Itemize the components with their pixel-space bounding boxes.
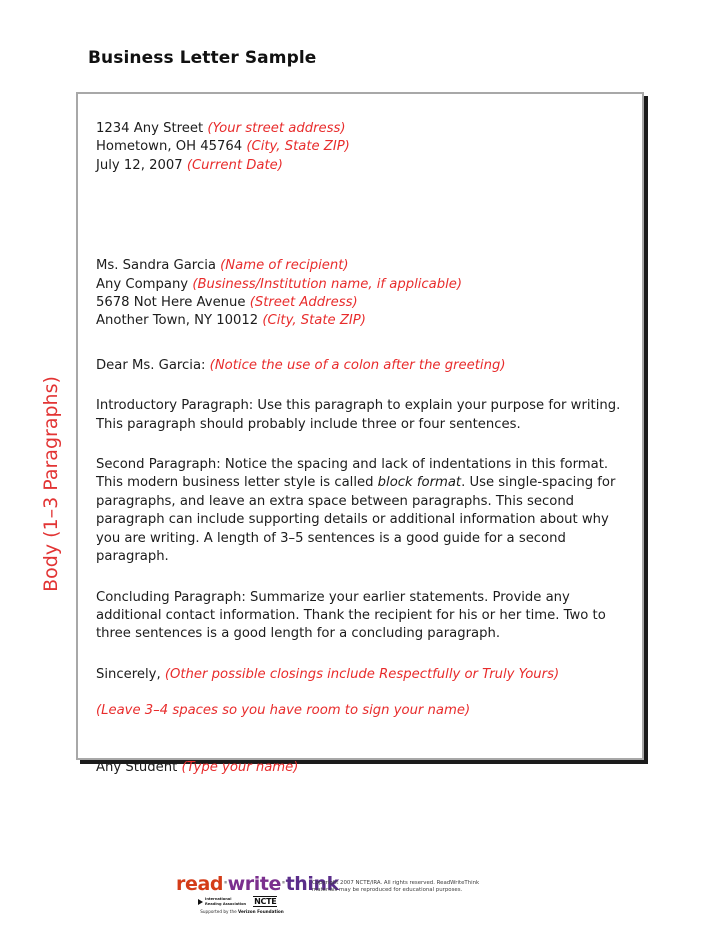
sender-street: 1234 Any Street	[96, 121, 208, 136]
second-paragraph-part-b: . Use single-spacing for paragraphs, and leave an extra space between paragraphs. This second paragraph can include supporting details or additional information about why you are writing. A length of 3–5 sentences is a good guide for a second paragraph.	[96, 475, 616, 565]
introductory-paragraph: Introductory Paragraph: Use this paragraph to explain your purpose for writing. This paragraph should probably include three or four sentences.	[96, 398, 621, 432]
sender-line	[96, 157, 628, 175]
closing-line	[96, 666, 628, 684]
recipient-name: Ms. Sandra Garcia	[96, 258, 221, 274]
concluding-paragraph: Concluding Paragraph: Summarize your earlier statements. Provide any additional contact information. Thank the recipient for his or her time. Two to three sentences is a good length for a concluding paragraph.	[96, 589, 606, 642]
logo-wordmark	[176, 873, 339, 895]
logo-word-read: read	[176, 873, 224, 895]
copyright-line: materials may be reproduced for educational purposes.	[312, 887, 463, 894]
signature-hint: (Type your name)	[181, 759, 299, 775]
sender-city-hint: (City, State ZIP)	[246, 139, 350, 155]
sender-date-hint: (Current Date)	[186, 157, 283, 173]
sender-street-hint: (Your street address)	[207, 121, 346, 136]
recipient-company: Any Company	[96, 276, 193, 292]
signature-name: Any Student	[96, 759, 182, 775]
closing-text: Sincerely,	[96, 666, 165, 682]
recipient-city: Another Town, NY 10012	[96, 313, 263, 329]
recipient-line	[96, 257, 628, 275]
support-sponsor: Verizon Foundation	[238, 909, 284, 914]
ira-line-1: International	[205, 897, 232, 902]
sender-line	[96, 120, 628, 138]
recipient-line	[96, 294, 628, 312]
readwritethink-logo	[176, 873, 339, 914]
greeting-hint: (Notice the use of a colon after the greeting)	[209, 357, 506, 373]
sender-line	[96, 138, 628, 156]
side-label-body-paragraphs: Body (1–3 Paragraphs)	[40, 376, 62, 592]
ncte-logo: NCTE	[254, 897, 277, 906]
leave-space-note: (Leave 3–4 spaces so you have room to sign your name)	[96, 703, 471, 719]
block-format-emphasis: block format	[377, 475, 462, 491]
second-paragraph-part-a: Second Paragraph: Notice the spacing and lack of indentations in this format. This modern business letter style is called	[96, 457, 609, 491]
recipient-company-hint: (Business/Institution name, if applicable)	[192, 276, 463, 292]
letter-sample-box	[76, 92, 644, 775]
sender-date: July 12, 2007	[96, 157, 187, 173]
signature-line	[96, 759, 628, 777]
footer	[0, 872, 720, 922]
sender-city: Hometown, OH 45764	[96, 139, 247, 155]
copyright-notice	[312, 880, 542, 895]
logo-dot-icon: ·	[281, 876, 286, 891]
second-paragraph	[96, 456, 628, 566]
partner-organizations	[176, 896, 308, 907]
logo-word-think: think	[285, 873, 339, 895]
recipient-street-hint: (Street Address)	[249, 295, 358, 311]
letter-content	[96, 120, 628, 777]
recipient-line	[96, 276, 628, 294]
support-prefix: Supported by the	[200, 909, 239, 914]
recipient-line	[96, 312, 628, 330]
closing-hint: (Other possible closings include Respectfully or Truly Yours)	[164, 666, 560, 682]
logo-dot-icon: ·	[223, 876, 228, 891]
sender-address-block	[96, 120, 628, 175]
recipient-name-hint: (Name of recipient)	[220, 258, 349, 274]
greeting-text: Dear Ms. Garcia:	[96, 357, 210, 373]
ira-logo	[198, 897, 246, 905]
copyright-line: Copyright 2007 NCTE/IRA. All rights reserved. ReadWriteThink	[312, 880, 480, 886]
recipient-address-block	[96, 257, 628, 331]
ira-line-2: Reading Association	[205, 901, 247, 906]
logo-support-text	[176, 909, 308, 914]
logo-word-write: write	[227, 873, 282, 895]
ira-logo-text	[205, 897, 246, 905]
greeting-line	[96, 357, 628, 375]
body-section-annotation	[36, 352, 66, 616]
recipient-city-hint: (City, State ZIP)	[262, 313, 366, 329]
triangle-icon	[198, 899, 203, 905]
recipient-street: 5678 Not Here Avenue	[96, 295, 250, 311]
page-title: Business Letter Sample	[88, 48, 317, 68]
